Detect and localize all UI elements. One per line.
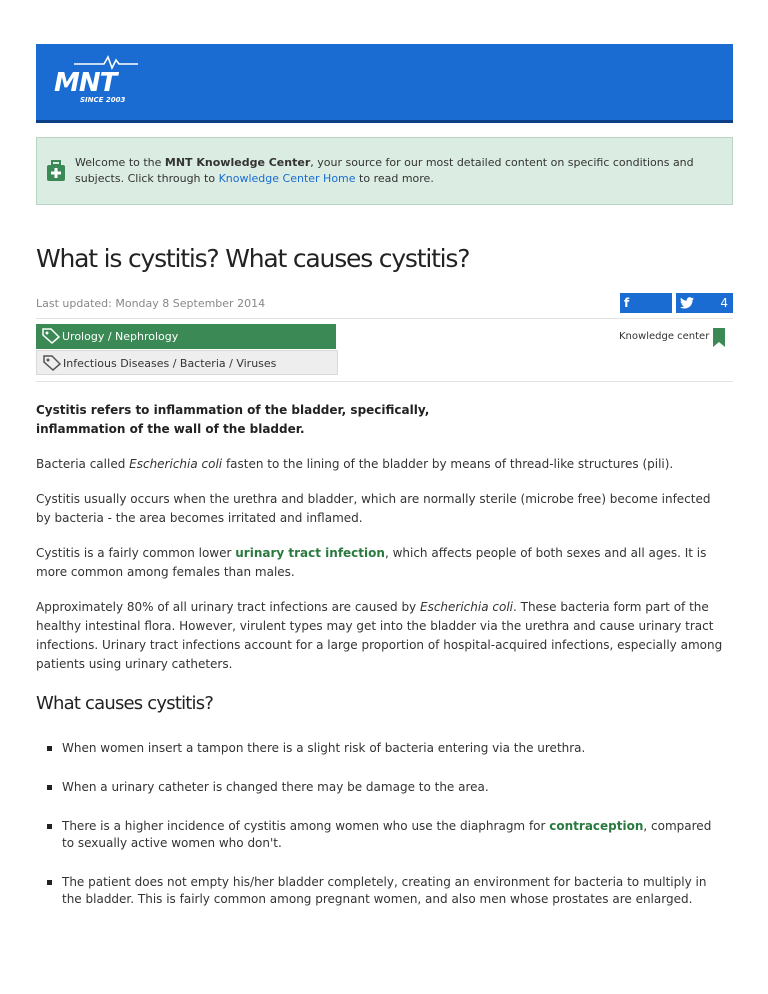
- article-body: [36, 401, 726, 690]
- divider: [36, 381, 733, 382]
- twitter-share-count: 4: [720, 296, 728, 310]
- list-item: When women insert a tampon there is a slight risk of bacteria entering via the urethra.: [36, 740, 716, 757]
- site-header: [36, 44, 733, 123]
- causes-list: [36, 740, 716, 930]
- twitter-share-button[interactable]: [676, 293, 733, 313]
- first-aid-kit-icon: [46, 160, 66, 182]
- knowledge-center-label[interactable]: Knowledge center: [619, 331, 710, 342]
- page-title: What is cystitis? What causes cystitis?: [36, 244, 470, 273]
- list-item: When a urinary catheter is changed there may be damage to the area.: [36, 779, 716, 796]
- tag-urology-nephrology[interactable]: [36, 324, 336, 349]
- bullet-icon: [47, 785, 52, 790]
- twitter-icon: [680, 297, 694, 309]
- welcome-bold: MNT Knowledge Center: [164, 156, 311, 169]
- divider: [36, 318, 733, 319]
- contraception-link[interactable]: contraception: [549, 819, 644, 833]
- knowledge-center-home-link[interactable]: Knowledge Center Home: [218, 172, 356, 185]
- paragraph: Cystitis usually occurs when the urethra and bladder, which are normally sterile (microbe free) become infected by bacteria - the area becomes irritated and inflamed.: [36, 492, 711, 525]
- facebook-share-button[interactable]: [620, 293, 672, 313]
- last-updated: Last updated: Monday 8 September 2014: [36, 297, 266, 310]
- facebook-icon: f: [624, 296, 630, 310]
- logo-tagline: SINCE 2003: [80, 96, 126, 104]
- tag-icon: [43, 355, 61, 371]
- tag-label: Infectious Diseases / Bacteria / Viruses: [63, 357, 277, 370]
- welcome-text: Welcome to the MNT Knowledge Center, your source for our most detailed content on specific conditions and subjects. Click through to Knowledge Center Home to read more.: [75, 156, 694, 185]
- bookmark-icon[interactable]: [713, 328, 725, 347]
- paragraph: Bacteria called Escherichia coli fasten to the lining of the bladder by means of thread-like structures (pili).: [36, 457, 674, 471]
- tag-icon: [42, 328, 60, 344]
- lead-paragraph: Cystitis refers to inflammation of the bladder, specifically, inflammation of the wall of the bladder.: [36, 403, 430, 436]
- bullet-icon: [47, 824, 52, 829]
- bullet-icon: [47, 746, 52, 751]
- bullet-icon: [47, 880, 52, 885]
- logo-text: MNT: [54, 68, 117, 98]
- section-heading: What causes cystitis?: [36, 693, 214, 714]
- list-item: There is a higher incidence of cystitis among women who use the diaphragm for contraception, compared to sexually active women who don't.: [36, 818, 716, 852]
- paragraph: Cystitis is a fairly common lower urinary tract infection, which affects people of both sexes and all ages. It is more common among females than males.: [36, 546, 707, 579]
- urinary-tract-infection-link[interactable]: urinary tract infection: [235, 546, 385, 560]
- tag-infectious-diseases[interactable]: [36, 350, 338, 375]
- list-item: The patient does not empty his/her bladder completely, creating an environment for bacteria to multiply in the bladder. This is fairly common among pregnant women, and also men whose prostates are enlarged.: [36, 874, 716, 908]
- welcome-banner: [36, 137, 733, 205]
- paragraph: Approximately 80% of all urinary tract infections are caused by Escherichia coli. These bacteria form part of the healthy intestinal flora. However, virulent types may get into the bladder via the urethra and cause urinary tract infections. Urinary tract infections account for a large proportion of hospital-acquired infections, especially among patients using urinary catheters.: [36, 600, 723, 671]
- mnt-logo[interactable]: [54, 54, 144, 112]
- tag-label: Urology / Nephrology: [62, 330, 179, 343]
